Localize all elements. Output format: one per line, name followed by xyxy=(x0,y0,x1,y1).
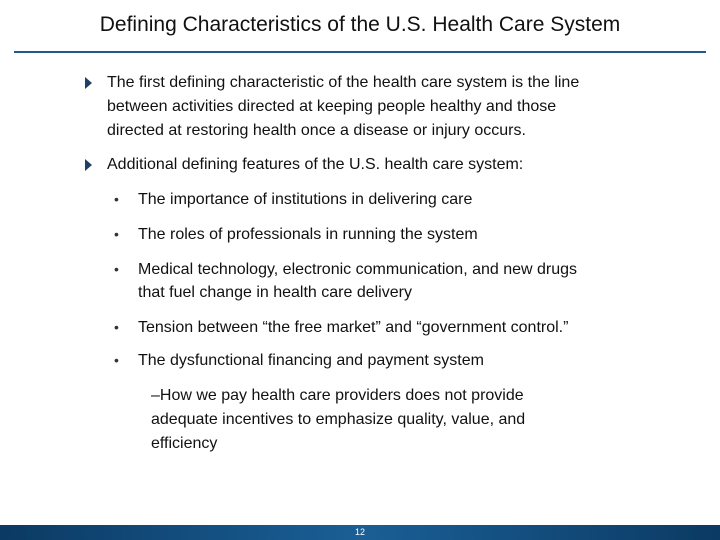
sub-bullet-line: that fuel change in health care delivery xyxy=(138,284,412,301)
slide-title: Defining Characteristics of the U.S. Health Care System xyxy=(99,13,621,36)
triangle-right-icon xyxy=(85,71,95,95)
sub-bullet-line: Tension between “the free market” and “government control.” xyxy=(138,319,569,336)
bullet-dot-icon: • xyxy=(114,226,119,242)
bullet-line: between activities directed at keeping people healthy and those xyxy=(107,98,557,115)
footer-bar xyxy=(0,525,720,540)
sub-bullet-line: Medical technology, electronic communication, and new drugs xyxy=(138,261,578,278)
sub-bullet-item xyxy=(138,258,658,304)
triangle-right-icon xyxy=(85,153,95,177)
bullet-item xyxy=(107,153,667,177)
bullet-dot-icon: • xyxy=(114,191,119,207)
sub-sub-bullet-line: –How we pay health care providers does not provide xyxy=(151,387,524,404)
bullet-dot-icon: • xyxy=(114,352,119,368)
sub-sub-bullet-line: efficiency xyxy=(151,435,218,452)
sub-sub-bullet-line: adequate incentives to emphasize quality, value, and xyxy=(151,411,526,428)
bullet-dot-icon: • xyxy=(114,319,119,335)
sub-bullet-line: The roles of professionals in running the system xyxy=(138,226,478,243)
title-divider xyxy=(14,51,706,53)
bullet-line: directed at restoring health once a disease or injury occurs. xyxy=(107,122,526,139)
sub-sub-bullet-item xyxy=(151,384,591,456)
bullet-item xyxy=(107,71,667,143)
bullet-dot-icon: • xyxy=(114,261,119,277)
page-number: 12 xyxy=(354,527,365,537)
sub-bullet-line: The dysfunctional financing and payment system xyxy=(138,352,484,369)
bullet-line: The first defining characteristic of the health care system is the line xyxy=(107,74,580,91)
sub-bullet-item xyxy=(138,349,658,372)
sub-bullet-item xyxy=(138,316,658,339)
sub-bullet-item xyxy=(138,188,658,211)
bullet-line: Additional defining features of the U.S. health care system: xyxy=(107,156,524,173)
sub-bullet-item xyxy=(138,223,658,246)
sub-bullet-line: The importance of institutions in delivering care xyxy=(138,191,473,208)
